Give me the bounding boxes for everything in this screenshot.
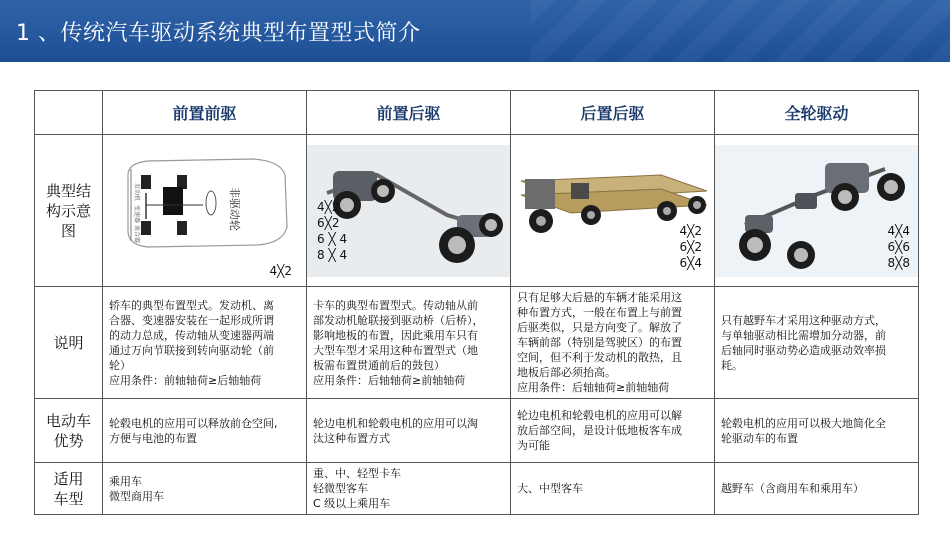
ratio-item: 4╳2 <box>679 224 702 238</box>
label-line: 构示意 <box>45 201 91 220</box>
text-line: 轮毂电机的应用可以释放前仓空间, <box>109 416 278 430</box>
title-bar <box>0 0 950 62</box>
ratio-item: 6 ╳ 4 <box>317 232 348 246</box>
ev-advantage-row <box>35 399 919 463</box>
column-header-fr: 前置后驱 <box>307 91 511 135</box>
awd-image-cell <box>715 135 919 287</box>
label-line: 优势 <box>53 431 84 450</box>
text-line: 重、中、轻型卡车 <box>313 467 401 480</box>
text-line: 乘用车 <box>109 474 142 488</box>
text-line: 微型商用车 <box>109 489 164 503</box>
rr-image-cell <box>511 135 715 287</box>
ratio-item: 8 ╳ 4 <box>317 248 348 262</box>
ratio-item: 6╳4 <box>679 256 702 270</box>
structure-row <box>35 135 919 287</box>
ratio-item: 6╳2 <box>317 216 340 230</box>
ev-advantage-awd <box>715 399 919 463</box>
drive-layout-table <box>34 90 919 515</box>
text-line: 卡车的典型布置型式。传动轴从前 <box>313 298 478 312</box>
text-line: 部发动机舱联接到驱动桥（后桥）， <box>313 313 484 327</box>
text-line: 大、中型客车 <box>517 482 583 495</box>
text-line: C 级以上乘用车 <box>313 497 391 510</box>
text-line: 汰这种布置方式 <box>313 431 390 445</box>
text-line: 轿车的典型布置型式。发动机、离 <box>109 298 274 312</box>
text-line: 地板后部必须抬高。 <box>517 366 616 379</box>
label-line: 电动车 <box>45 411 91 430</box>
header-row <box>35 91 919 135</box>
text-line: 只有足够大后悬的车辆才能采用这 <box>517 291 682 304</box>
ev-advantage-fr <box>307 399 511 463</box>
svg-text:离合器: 离合器 <box>133 225 140 244</box>
diagram-label: 非驱动轮 <box>228 187 241 231</box>
text-line: 轮边电机和轮毂电机的应用可以淘 <box>313 416 478 430</box>
row-label-ev-advantage <box>35 399 103 463</box>
ratio-item: 6╳2 <box>679 240 702 254</box>
ratio-fr <box>317 199 347 263</box>
ratio-item: 6╳6 <box>887 240 910 254</box>
text-line: 为可能 <box>517 439 550 452</box>
title-decoration <box>530 0 950 62</box>
svg-text:变速器: 变速器 <box>133 205 140 224</box>
text-line: 板需布置贯通前后的鼓包） <box>313 358 445 372</box>
fr-image-cell <box>307 135 511 287</box>
ev-advantage-rr <box>511 399 715 463</box>
ratio-ff: 4╳2 <box>269 264 292 278</box>
description-rr <box>511 287 715 399</box>
description-fr <box>307 287 511 399</box>
text-line: 轮） <box>109 358 131 372</box>
column-header-awd: 全轮驱动 <box>715 91 919 135</box>
vehicle-type-row <box>35 463 919 515</box>
column-header-ff: 前置前驱 <box>103 91 307 135</box>
description-row <box>35 287 919 399</box>
text-line: 通过万向节联接到转向驱动轮（前 <box>109 343 274 357</box>
page-title: 1 、传统汽车驱动系统典型布置型式简介 <box>16 21 421 46</box>
text-line: 车辆前部（特别是驾驶区）的布置 <box>517 336 682 349</box>
text-line: 方便与电池的布置 <box>109 431 197 445</box>
text-line: 耗。 <box>721 358 743 372</box>
text-line: 大型车型才采用这种布置型式（地 <box>313 343 478 357</box>
vehicle-type-awd <box>715 463 919 515</box>
text-line: 越野车（含商用车和乘用车） <box>721 482 864 495</box>
text-line: 应用条件：后轴轴荷≥前轴轴荷 <box>313 373 466 387</box>
ev-advantage-ff <box>103 399 307 463</box>
label-line: 车型 <box>53 489 84 508</box>
label-line: 典型结 <box>45 181 91 200</box>
text-line: 轮驱动车的布置 <box>721 431 798 445</box>
text-line: 应用条件：后轴轴荷≥前轴轴荷 <box>517 381 670 394</box>
text-line: 轮毂电机的应用可以极大地简化全 <box>721 416 886 430</box>
vehicle-type-rr <box>511 463 715 515</box>
label-line: 图 <box>60 221 76 240</box>
text-line: 空间，但不利于发动机的散热，且 <box>517 351 682 364</box>
text-line: 的动力总成，传动轴从变速器两端 <box>109 328 274 342</box>
text-line: 种布置方式，一般在布置上与前置 <box>517 306 682 319</box>
ratio-item: 4╳4 <box>887 224 910 238</box>
description-awd <box>715 287 919 399</box>
row-label-structure <box>35 135 103 287</box>
text-line: 只有越野车才采用这种驱动方式， <box>721 313 886 327</box>
text-line: 影响地板的布置，因此乘用车只有 <box>313 328 478 342</box>
vehicle-type-ff <box>103 463 307 515</box>
column-header-rr: 后置后驱 <box>511 91 715 135</box>
text-line: 后轴同时驱动势必造成驱动效率损 <box>721 343 886 357</box>
ratio-item: 4╳2 <box>317 200 340 214</box>
label-line: 适用 <box>53 469 84 488</box>
text-line: 轮边电机和轮毂电机的应用可以解 <box>517 409 682 422</box>
ff-diagram-cell <box>103 135 307 287</box>
text-line: 放后部空间，是设计低地板客车成 <box>517 424 682 437</box>
ratio-awd <box>888 223 911 271</box>
description-ff <box>103 287 307 399</box>
row-label-description: 说明 <box>35 287 103 399</box>
ratio-rr <box>680 223 703 271</box>
text-line: 后驱类似，只是方向变了。解放了 <box>517 321 682 334</box>
text-line: 轻微型客车 <box>313 482 368 495</box>
text-line: 应用条件：前轴轴荷≥后轴轴荷 <box>109 373 262 387</box>
vehicle-type-fr <box>307 463 511 515</box>
svg-text:发动机: 发动机 <box>133 183 140 202</box>
corner-cell <box>35 91 103 135</box>
text-line: 合器、变速器安装在一起形成所谓 <box>109 313 274 327</box>
ratio-item: 8╳8 <box>887 256 910 270</box>
row-label-vehicle-type <box>35 463 103 515</box>
text-line: 与单轴驱动相比需增加分动器，前 <box>721 328 886 342</box>
